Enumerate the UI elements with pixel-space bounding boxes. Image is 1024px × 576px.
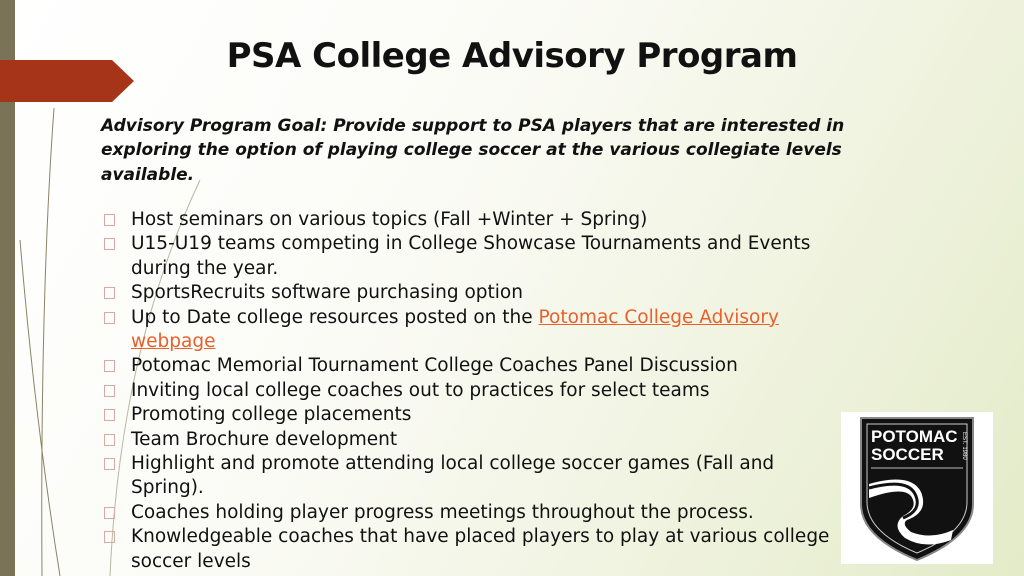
list-item [101, 452, 841, 501]
list-item [101, 232, 841, 281]
potomac-soccer-logo [841, 412, 993, 564]
page-title: PSA College Advisory Program [226, 36, 798, 76]
list-item-text: Promoting college placements [131, 404, 412, 426]
activities-list [101, 208, 841, 574]
list-item-text: U15-U19 teams competing in College Showcase Tournaments and Events during the year. [131, 233, 811, 279]
list-item-text: Host seminars on various topics (Fall +Winter + Spring) [131, 209, 648, 230]
program-goal: Advisory Program Goal: Provide support to PSA players that are interested in exploring the option of playing college soccer at the various collegiate levels available. [101, 116, 845, 185]
square-bullet-icon [104, 214, 115, 226]
square-bullet-icon [104, 385, 115, 397]
list-item [101, 403, 841, 427]
list-item [101, 379, 841, 403]
square-bullet-icon [104, 458, 115, 470]
list-item-text: Potomac Memorial Tournament College Coaches Panel Discussion [131, 355, 738, 377]
square-bullet-icon [104, 312, 115, 324]
list-item-text: Knowledgeable coaches that have placed players to play at various college soccer levels [131, 526, 830, 572]
advisory-webpage-link[interactable]: Potomac College Advisory webpage [131, 306, 779, 353]
list-item-text: Team Brochure development [131, 428, 398, 450]
square-bullet-icon [104, 434, 115, 446]
list-item [101, 501, 841, 525]
list-item-text: Highlight and promote attending local college soccer games (Fall and Spring). [131, 453, 775, 499]
svg-text:POTOMAC: POTOMAC [871, 427, 958, 446]
square-bullet-icon [104, 531, 115, 543]
list-item-text: Coaches holding player progress meetings throughout the process. [131, 501, 754, 523]
list-item [101, 208, 841, 232]
svg-text:SOCCER: SOCCER [871, 445, 944, 464]
list-item-text: Inviting local college coaches out to practices for select teams [131, 379, 710, 401]
list-item [101, 354, 841, 378]
list-item-text: SportsRecruits software purchasing option [131, 282, 523, 304]
list-item [101, 525, 841, 574]
list-item [101, 306, 841, 355]
square-bullet-icon [104, 238, 115, 250]
list-item [101, 281, 841, 305]
square-bullet-icon [104, 287, 115, 299]
list-item [101, 428, 841, 452]
square-bullet-icon [104, 507, 115, 519]
square-bullet-icon [104, 409, 115, 421]
svg-text:EST. 1980: EST. 1980 [961, 432, 967, 460]
list-item-text: Up to Date college resources posted on the [131, 306, 539, 328]
square-bullet-icon [104, 360, 115, 372]
